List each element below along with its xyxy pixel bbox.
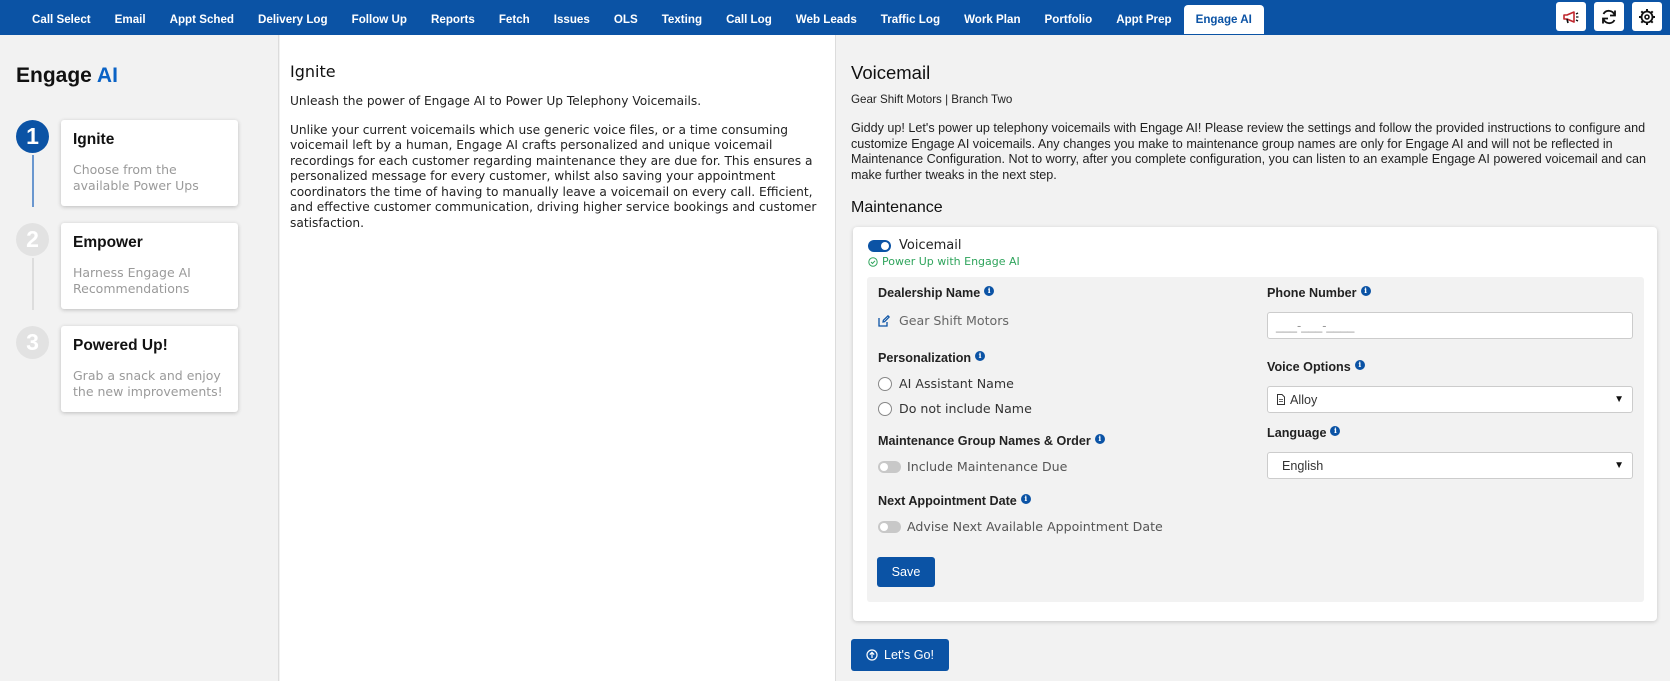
tab-appt-sched[interactable]: Appt Sched: [169, 12, 235, 26]
phone-number-input[interactable]: ___-___-____: [1267, 312, 1633, 339]
step-title: Empower: [73, 234, 143, 251]
tab-engage-ai[interactable]: Engage AI: [1184, 5, 1264, 34]
ignite-body: Unlike your current voicemails which use generic voice files, or a time consuming voicemail left by a human, Engage AI crafts personalized and unique voicemail recordings for each customer regarding maintenance they are due for. This ensures a personalized message for every customer, whilst also saving your appointment coordinators the time of having to manually leave a voicemail on every call. Efficient, and effective customer communication, driving higher service bookings and customer satisfaction.: [290, 122, 817, 230]
voicemail-config: [837, 35, 1670, 681]
step-connector: [32, 258, 34, 310]
voicemail-toggle-label: Voicemail: [899, 238, 962, 253]
next-appointment-label: Next Appointment Date i: [878, 494, 1031, 508]
tab-call-log[interactable]: Call Log: [726, 12, 772, 26]
ignite-panel: [280, 35, 836, 681]
info-icon[interactable]: i: [975, 351, 985, 361]
megaphone-button[interactable]: [1556, 2, 1586, 31]
gear-icon: [1638, 8, 1656, 26]
tab-email[interactable]: Email: [114, 12, 146, 26]
step-empower-card[interactable]: [61, 223, 238, 309]
lets-go-button[interactable]: [851, 639, 949, 671]
language-label: Language i: [1267, 426, 1340, 440]
maintenance-group-label: Maintenance Group Names & Order i: [878, 434, 1105, 448]
language-value: English: [1282, 458, 1324, 473]
maintenance-heading: Maintenance: [851, 199, 943, 216]
tab-follow-up[interactable]: Follow Up: [351, 12, 407, 26]
radio-do-not-include-name[interactable]: Do not include Name: [878, 401, 1032, 416]
caret-down-icon: ▼: [1614, 394, 1624, 405]
tab-call-select[interactable]: Call Select: [32, 12, 91, 26]
top-nav: [0, 0, 1670, 35]
settings-button[interactable]: [1632, 2, 1662, 31]
dealership-label: Dealership Name i: [878, 286, 994, 300]
voice-options-label: Voice Options i: [1267, 360, 1365, 374]
megaphone-icon: [1562, 9, 1580, 25]
step-2-number: 2: [16, 223, 49, 256]
personalization-label: Personalization i: [878, 351, 985, 365]
brand-suffix: AI: [96, 64, 118, 87]
info-icon[interactable]: i: [1330, 426, 1340, 436]
page-title: [16, 64, 118, 88]
power-up-label: Power Up with Engage AI: [882, 255, 1020, 268]
info-icon[interactable]: i: [984, 286, 994, 296]
tab-web-leads[interactable]: Web Leads: [795, 12, 857, 26]
tab-fetch[interactable]: Fetch: [498, 12, 530, 26]
document-icon: [1276, 394, 1286, 405]
nav-tabs: [0, 0, 1264, 35]
steps-sidebar: [0, 35, 279, 681]
caret-down-icon: ▼: [1614, 460, 1624, 471]
check-circle-icon: [868, 257, 878, 267]
step-title: Ignite: [73, 131, 115, 148]
step-powered-up-card[interactable]: [61, 326, 238, 412]
voicemail-toggle-row: [868, 238, 961, 253]
advise-next-appointment-row: Advise Next Available Appointment Date: [878, 519, 1163, 534]
ignite-title: Ignite: [290, 62, 336, 81]
voicemail-description: Giddy up! Let's power up telephony voicemails with Engage AI! Please review the settings and follow the provided instructions to configure and customize Engage AI voicemails. Any changes you make to maintenance group names are only for Engage AI and will not be reflected in Maintenance Configuration. Not to worry, after you complete configuration, you can listen to an example Engage AI powered voicemail and can make further tweaks in the next step.: [851, 121, 1647, 182]
info-icon[interactable]: i: [1021, 494, 1031, 504]
info-icon[interactable]: i: [1355, 360, 1365, 370]
power-up-status: [868, 255, 1020, 268]
tab-reports[interactable]: Reports: [431, 12, 475, 26]
radio-button[interactable]: [878, 377, 892, 391]
language-select[interactable]: [1267, 452, 1633, 479]
lets-go-label: Let's Go!: [883, 648, 934, 662]
save-button[interactable]: Save: [877, 557, 935, 587]
tab-traffic-log[interactable]: Traffic Log: [880, 12, 941, 26]
step-desc: Choose from the available Power Ups: [73, 162, 199, 193]
step-1-number: 1: [16, 120, 49, 153]
ignite-intro: Unleash the power of Engage AI to Power Up Telephony Voicemails.: [290, 94, 702, 108]
info-icon[interactable]: i: [1095, 434, 1105, 444]
advise-next-appointment-toggle[interactable]: [878, 521, 901, 533]
nav-icon-group: [1556, 2, 1662, 31]
tab-portfolio[interactable]: Portfolio: [1044, 12, 1093, 26]
tab-ols[interactable]: OLS: [613, 12, 638, 26]
include-maintenance-due-row: Include Maintenance Due: [878, 459, 1067, 474]
radio-button[interactable]: [878, 402, 892, 416]
edit-icon[interactable]: [878, 315, 890, 327]
include-maintenance-due-toggle[interactable]: [878, 461, 901, 473]
dealership-name-text: Gear Shift Motors: [899, 313, 1009, 328]
voice-value: Alloy: [1290, 392, 1318, 407]
step-connector: [32, 155, 34, 207]
radio-ai-assistant-name[interactable]: AI Assistant Name: [878, 376, 1014, 391]
tab-issues[interactable]: Issues: [553, 12, 590, 26]
refresh-button[interactable]: [1594, 2, 1624, 31]
dealership-value: [878, 313, 1009, 328]
maintenance-panel: [853, 227, 1657, 621]
arrow-circle-up-icon: [866, 649, 878, 661]
tab-appt-prep[interactable]: Appt Prep: [1116, 12, 1172, 26]
settings-form: [867, 277, 1644, 602]
step-3-number: 3: [16, 326, 49, 359]
step-desc: Grab a snack and enjoy the new improvements!: [73, 368, 223, 399]
voicemail-title: Voicemail: [851, 62, 931, 83]
tab-texting[interactable]: Texting: [661, 12, 703, 26]
step-desc: Harness Engage AI Recommendations: [73, 265, 191, 296]
dealer-branch: Gear Shift Motors | Branch Two: [851, 93, 1013, 106]
tab-delivery-log[interactable]: Delivery Log: [258, 12, 328, 26]
refresh-icon: [1600, 8, 1618, 26]
voice-options-select[interactable]: [1267, 386, 1633, 413]
brand-prefix: Engage: [16, 64, 92, 87]
phone-number-label: Phone Number i: [1267, 286, 1371, 300]
voicemail-toggle[interactable]: [868, 240, 891, 252]
step-title: Powered Up!: [73, 337, 168, 354]
tab-work-plan[interactable]: Work Plan: [964, 12, 1021, 26]
step-ignite-card[interactable]: [61, 120, 238, 206]
info-icon[interactable]: i: [1361, 286, 1371, 296]
